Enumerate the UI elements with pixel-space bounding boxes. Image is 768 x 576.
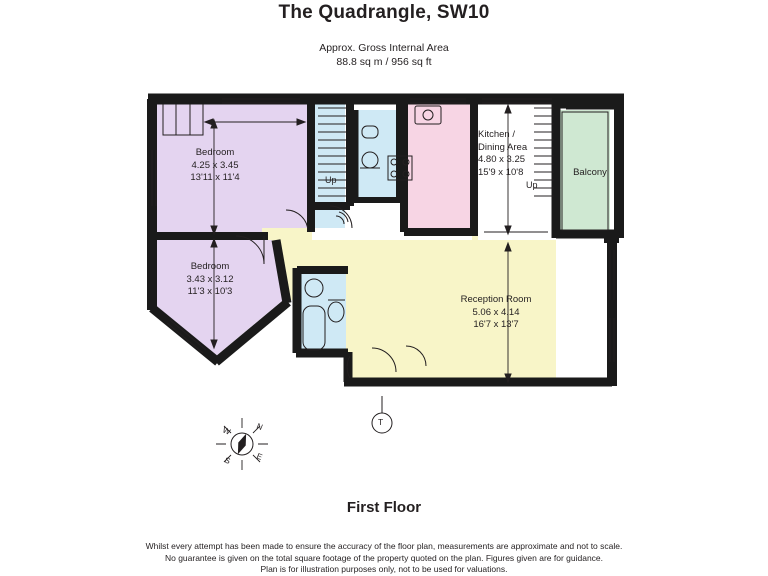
room-fill-corridor	[262, 228, 312, 240]
disclaimer-line-1: Whilst every attempt has been made to ensure the accuracy of the floor plan, measurements are approximate and not to scale.	[145, 541, 623, 551]
compass-label-s: S	[223, 455, 232, 466]
room-label-bedroom-1: Bedroom 4.25 x 3.45 13'11 x 11'4	[190, 147, 240, 183]
compass-rose-icon	[212, 414, 272, 474]
gross-area-value: 88.8 sq m / 956 sq ft	[336, 56, 432, 68]
room-fill-kitchen	[404, 104, 472, 228]
compass-label-e: E	[255, 451, 264, 462]
page-title: The Quadrangle, SW10	[278, 2, 490, 23]
stairs-up-label-left: Up	[325, 175, 337, 185]
room-label-kitchen-dining: Kitchen / Dining Area 4.80 x 3.25 15'9 x 10'8	[478, 129, 528, 178]
stairs-up-label-right: Up	[526, 180, 538, 190]
room-label-balcony: Balcony	[573, 167, 607, 178]
disclaimer-line-2: No guarantee is given on the total square footage of the property quoted on the plan. Figures given are for guidance.	[164, 552, 604, 563]
compass-label-n: N	[255, 421, 264, 433]
floor-label: First Floor	[346, 499, 422, 516]
disclaimer-line-3: Plan is for illustration purposes only, not to be used for valuations.	[260, 564, 508, 574]
gross-area-caption: Approx. Gross Internal Area	[319, 42, 449, 54]
room-label-bedroom-2: Bedroom 3.43 x 3.12 11'3 x 10'3	[186, 261, 234, 297]
room-label-reception-room: Reception Room 5.06 x 4.14 16'7 x 13'7	[460, 294, 532, 330]
room-fill-bathroom	[300, 272, 346, 350]
tank-label: T	[378, 417, 384, 427]
compass-label-w: W	[221, 425, 232, 437]
room-fill-ensuite	[356, 110, 398, 200]
